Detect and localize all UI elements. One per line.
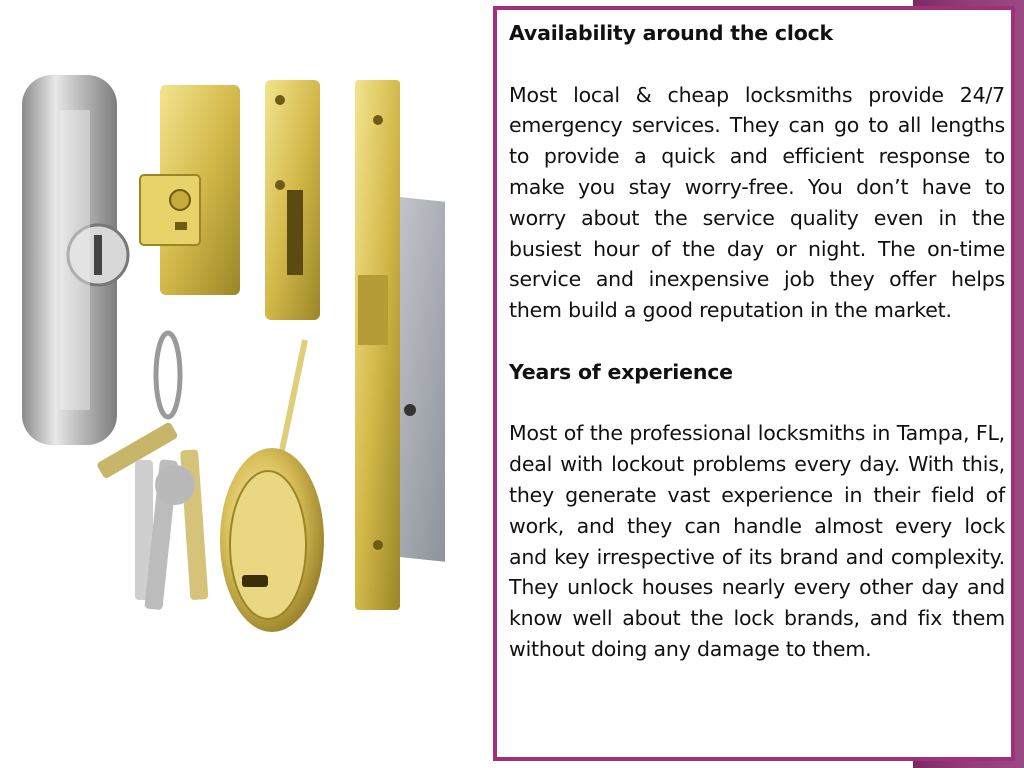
keep-plate (265, 80, 320, 320)
euro-cylinder-lock (22, 75, 128, 445)
section-heading-experience: Years of experience (509, 359, 733, 384)
rim-deadlock (140, 85, 240, 295)
locks-illustration (0, 40, 455, 640)
section-heading-availability: Availability around the clock (509, 21, 833, 45)
spacer (509, 326, 1005, 357)
locks-and-keys-photo (0, 40, 455, 640)
section-body-availability: Most local & cheap locksmiths provide 24/7 emergency services. They can go to all lengths to provide a quick and efficient response to make you stay worry-free. You don’t have to worry about the service quality even in the busiest hour of the day or night. The on-time service and inexpensive job they offer helps them build a good reputation in the market. (509, 82, 1005, 323)
text-panel (493, 6, 1015, 761)
spacer (509, 388, 1005, 419)
spacer (509, 49, 1005, 80)
round-brass-cylinder (220, 340, 324, 632)
section-body-experience: Most of the professional locksmiths in Tampa, FL, deal with lockout problems every day. With this, they generate vast experience in their field of work, and they can handle almost every lock and key irrespective of its brand and complexity. They unlock houses nearly every other day and know well about the lock brands, and fix them without doing any damage to them. (509, 421, 1005, 661)
mortice-lock (355, 80, 445, 610)
